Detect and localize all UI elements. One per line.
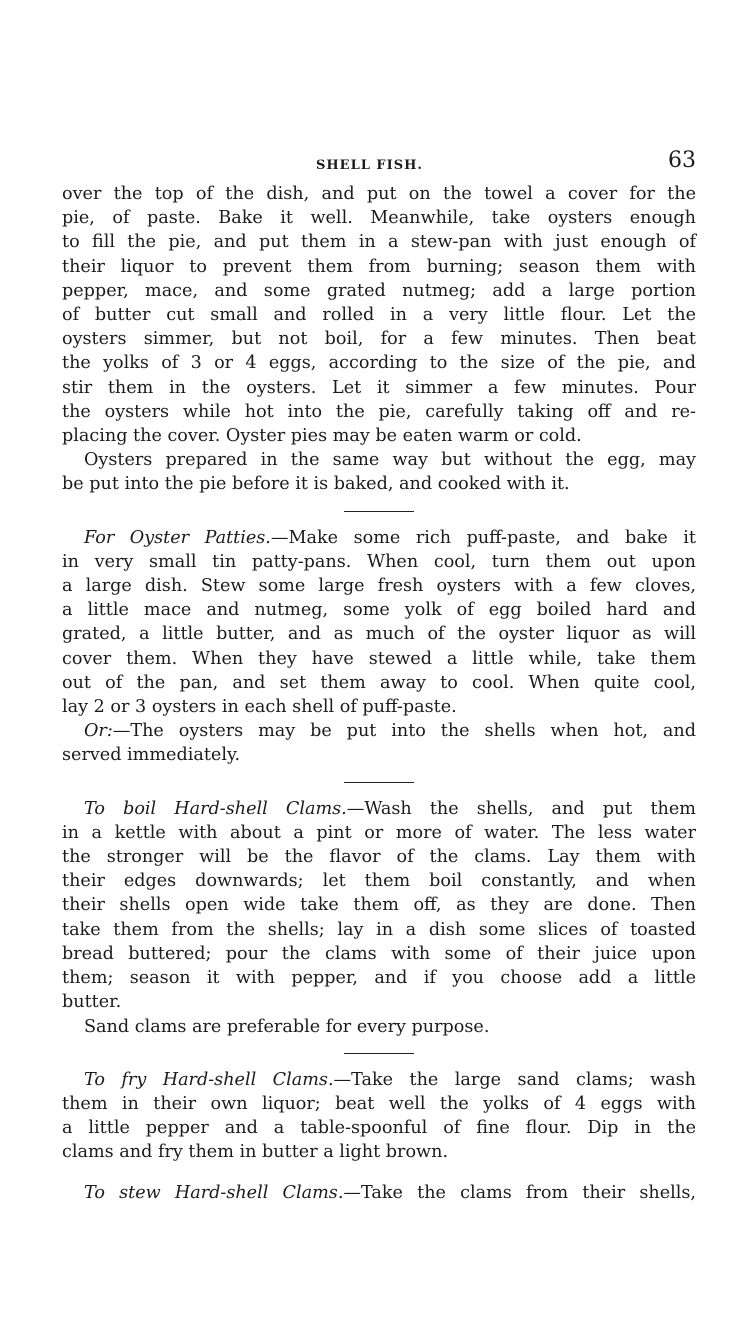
text-line: their shells open wide take them off, as they are done. Then xyxy=(62,895,696,916)
text-line: cover them. When they have stewed a little while, take them xyxy=(62,648,696,669)
text-line: pie, of paste. Bake it well. Meanwhile, take oysters enough xyxy=(62,208,696,229)
text-line: a large dish. Stew some large fresh oysters with a few cloves, xyxy=(62,576,696,597)
text-line: the oysters while hot into the pie, carefully taking off and re- xyxy=(62,401,696,422)
text-line: be put into the pie before it is baked, and cooked with it. xyxy=(62,474,570,495)
text-line: pepper, mace, and some grated nutmeg; add a large portion xyxy=(62,280,696,301)
page-header xyxy=(62,148,696,182)
text-line: take them from the shells; lay in a dish some slices of toasted xyxy=(62,919,696,940)
recipe-title: To boil Hard-shell Clams. xyxy=(84,798,347,819)
text-line: their liquor to prevent them from burning; season them with xyxy=(62,256,696,277)
text-line: grated, a little butter, and as much of the oyster liquor as will xyxy=(62,624,696,645)
text-line: Sand clams are preferable for every purpose. xyxy=(84,1016,490,1037)
text-line: served immediately. xyxy=(62,745,241,766)
text-line: of butter cut small and rolled in a very little flour. Let the xyxy=(62,305,696,326)
recipe-title: For Oyster Patties. xyxy=(84,527,271,548)
text-line: their edges downwards; let them boil constantly, and when xyxy=(62,871,696,892)
book-page xyxy=(62,148,696,1205)
text-line: over the top of the dish, and put on the towel a cover for the xyxy=(62,184,696,204)
running-head: SHELL FISH. xyxy=(316,158,423,173)
text-line: bread buttered; pour the clams with some of their juice upon xyxy=(62,943,696,964)
text-line: the yolks of 3 or 4 eggs, according to the size of the pie, and xyxy=(62,353,696,374)
variation-label: Or: xyxy=(84,721,113,742)
text-line: in very small tin patty-pans. When cool, turn them out upon xyxy=(62,551,696,572)
oyster-pie-paragraph xyxy=(62,182,696,497)
boil-clams-recipe xyxy=(62,797,696,1039)
text-line: oysters simmer, but not boil, for a few minutes. Then beat xyxy=(62,329,696,350)
text-line: in a kettle with about a pint or more of water. The less water xyxy=(62,822,696,843)
text-line: the stronger will be the flavor of the clams. Lay them with xyxy=(62,847,696,868)
text-line: a little mace and nutmeg, some yolk of egg boiled hard and xyxy=(62,600,696,621)
text-line: stir them in the oysters. Let it simmer a few minutes. Pour xyxy=(62,377,696,398)
text-line: —The oysters may be put into the shells when hot, and xyxy=(112,721,696,742)
text-line: Oysters prepared in the same way but without the egg, may xyxy=(84,450,696,471)
text-line: lay 2 or 3 oysters in each shell of puff-paste. xyxy=(62,697,457,718)
text-line: —Take the clams from their shells, xyxy=(343,1182,696,1203)
text-line: —Take the large sand clams; wash xyxy=(333,1069,696,1090)
text-line: out of the pan, and set them away to cool. When quite cool, xyxy=(62,672,696,693)
text-line: them in their own liquor; beat well the yolks of 4 eggs with xyxy=(62,1093,696,1114)
fry-clams-recipe xyxy=(62,1068,696,1165)
text-line: clams and fry them in butter a light brown. xyxy=(62,1142,449,1163)
recipe-title: To stew Hard-shell Clams. xyxy=(84,1182,344,1203)
text-line: —Wash the shells, and put them xyxy=(346,798,696,819)
text-line: placing the cover. Oyster pies may be eaten warm or cold. xyxy=(62,426,582,447)
text-line: them; season it with pepper, and if you choose add a little xyxy=(62,968,696,989)
oyster-patties-recipe xyxy=(62,526,696,768)
page-number: 63 xyxy=(668,148,696,173)
text-line: —Make some rich puff-paste, and bake it xyxy=(270,527,696,548)
recipe-title: To fry Hard-shell Clams. xyxy=(84,1069,334,1090)
text-line: a little pepper and a table-spoonful of fine flour. Dip in the xyxy=(62,1118,696,1139)
stew-clams-recipe xyxy=(62,1181,696,1205)
text-line: butter. xyxy=(62,992,122,1013)
text-line: to fill the pie, and put them in a stew-pan with just enough of xyxy=(62,232,696,253)
